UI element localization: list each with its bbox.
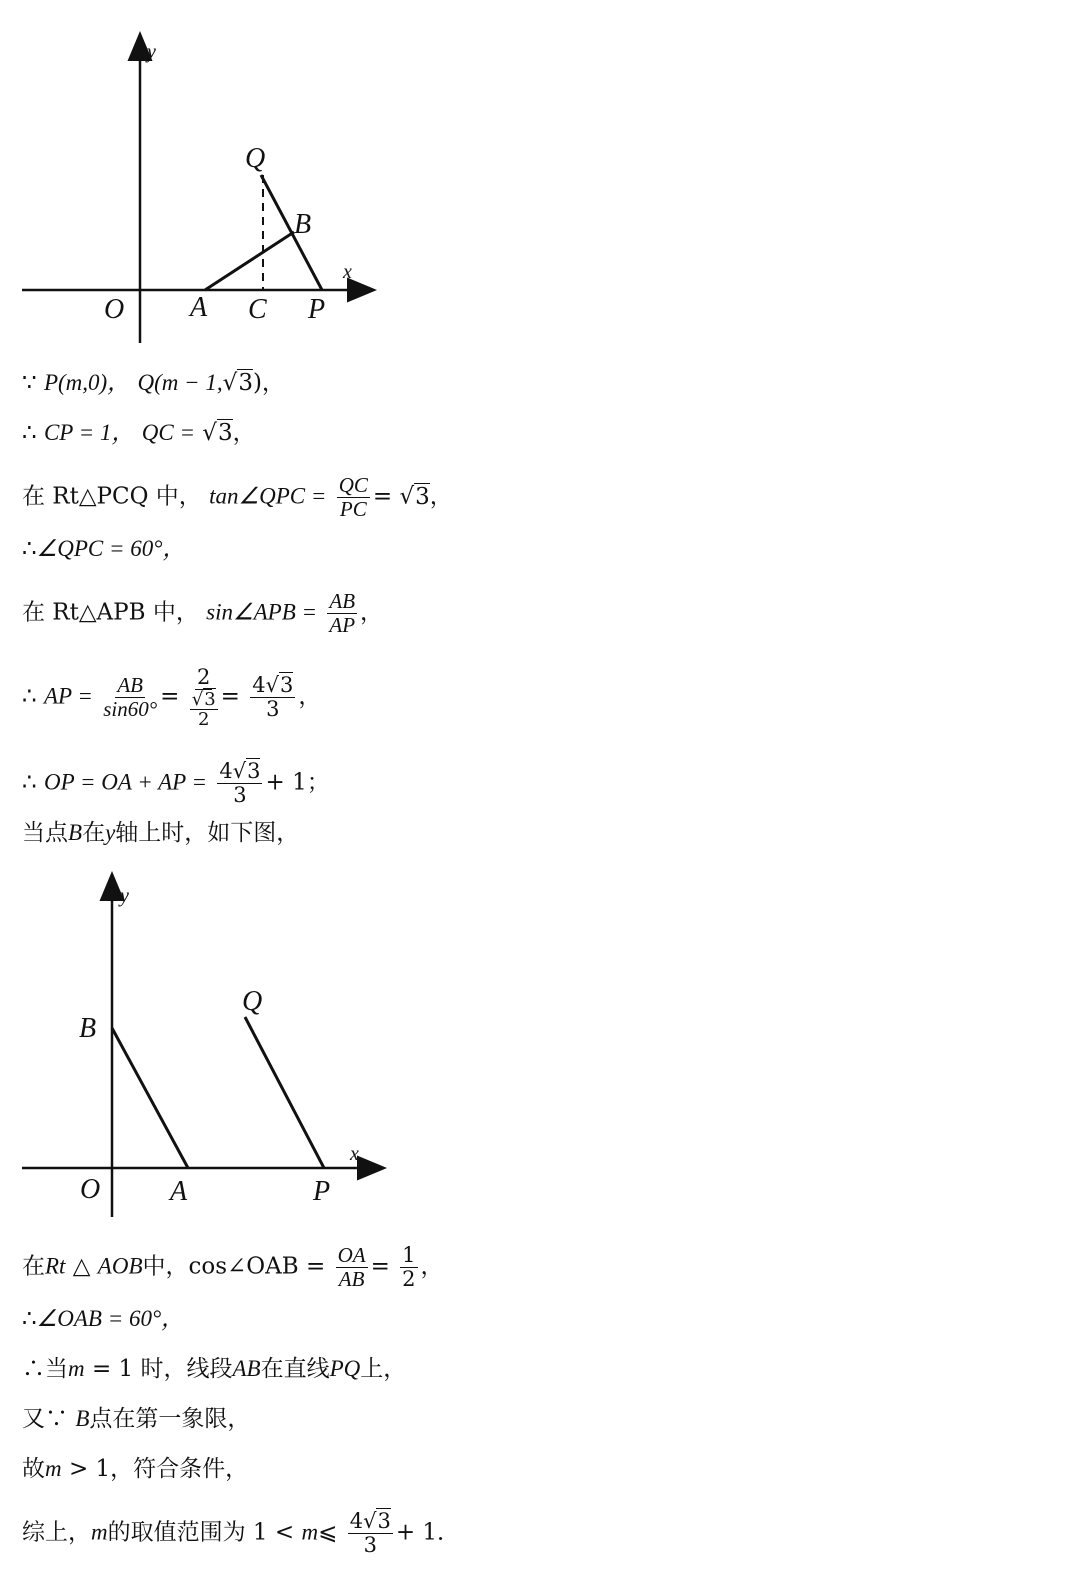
line-5: 在 Rt△APB 中， sin∠APB = $\frac{AB}{AP}$ ，	[22, 589, 384, 637]
line-8: 当点B在y轴上时，如下图，	[22, 820, 300, 846]
line-4: ∴∠QPC = 60°，	[22, 536, 186, 562]
x-axis-label: x	[350, 1143, 359, 1165]
line-13: 故m > 1，符合条件，	[22, 1456, 249, 1482]
fraction-ab-ap: $\frac{AB}{AP}$	[329, 589, 356, 637]
line-9: 在Rt △ AOB中，cos∠OAB = $\frac{OA}{AB}$ = $\frac{1}{2}$ ，	[22, 1243, 444, 1291]
point-label-A: A	[190, 292, 208, 323]
line-7: ∴ OP = OA + AP = $\frac{4√3}{3}$ + 1；	[22, 759, 330, 807]
y-axis-label: y	[120, 885, 129, 907]
point-label-B: B	[294, 209, 312, 240]
fraction-qc-pc: $\frac{QC}{PC}$	[338, 473, 368, 521]
segment-QP	[245, 1017, 324, 1168]
point-label-O: O	[80, 1174, 101, 1205]
segment-QP	[261, 175, 322, 290]
point-label-Q: Q	[242, 986, 263, 1017]
fraction-2-over-sqrt3-over-2: $\frac{2}{\frac{√3}{2}}$	[191, 665, 216, 730]
y-axis-label: y	[147, 41, 156, 63]
line-3: 在 Rt△PCQ 中， tan∠QPC = $\frac{QC}{PC}$ = √3，	[22, 473, 453, 521]
point-label-P: P	[313, 1176, 331, 1207]
segment-BA	[112, 1028, 188, 1168]
line-11: ∴当m = 1 时，线段AB在直线PQ上，	[22, 1356, 407, 1382]
line-6: ∴ AP = $\frac{AB}{\sin 60^\circ}$ = $\frac{2}{\frac{√3}{2}}$ = $\frac{4√3}{3}$ ，	[22, 665, 322, 730]
point-label-A: A	[170, 1176, 188, 1207]
point-label-O: O	[104, 294, 125, 325]
fraction-4sqrt3-over-3-c: $\frac{4√3}{3}$	[349, 1509, 391, 1557]
fraction-4sqrt3-over-3-b: $\frac{4√3}{3}$	[219, 759, 261, 807]
line-2: ∴ CP = 1， QC = √3，	[22, 420, 256, 446]
point-label-Q: Q	[245, 143, 266, 174]
line-14: 综上，m的取值范围为 1 < m⩽ $\frac{4√3}{3}$ + 1．	[22, 1509, 461, 1557]
x-axis-label: x	[343, 261, 352, 283]
fraction-4sqrt3-over-3: $\frac{4√3}{3}$	[252, 673, 294, 721]
line-12: 又∵ B点在第一象限，	[22, 1406, 251, 1432]
fraction-oa-ab: $\frac{OA}{AB}$	[337, 1243, 366, 1291]
line-10: ∴∠OAB = 60°，	[22, 1306, 185, 1332]
fraction-1-over-2: $\frac{1}{2}$	[402, 1243, 416, 1291]
line-1: ∵ P(m,0)， Q(m − 1,√3)，	[22, 370, 285, 396]
fraction-ab-sin60: $\frac{AB}{\sin 60^\circ}$	[103, 673, 158, 721]
point-label-B: B	[79, 1013, 97, 1044]
segment-AB	[205, 232, 294, 290]
point-label-C: C	[248, 294, 267, 325]
figure-1-coordinate-diagram	[0, 20, 400, 350]
point-label-P: P	[308, 294, 326, 325]
figure-2-coordinate-diagram	[0, 860, 400, 1230]
